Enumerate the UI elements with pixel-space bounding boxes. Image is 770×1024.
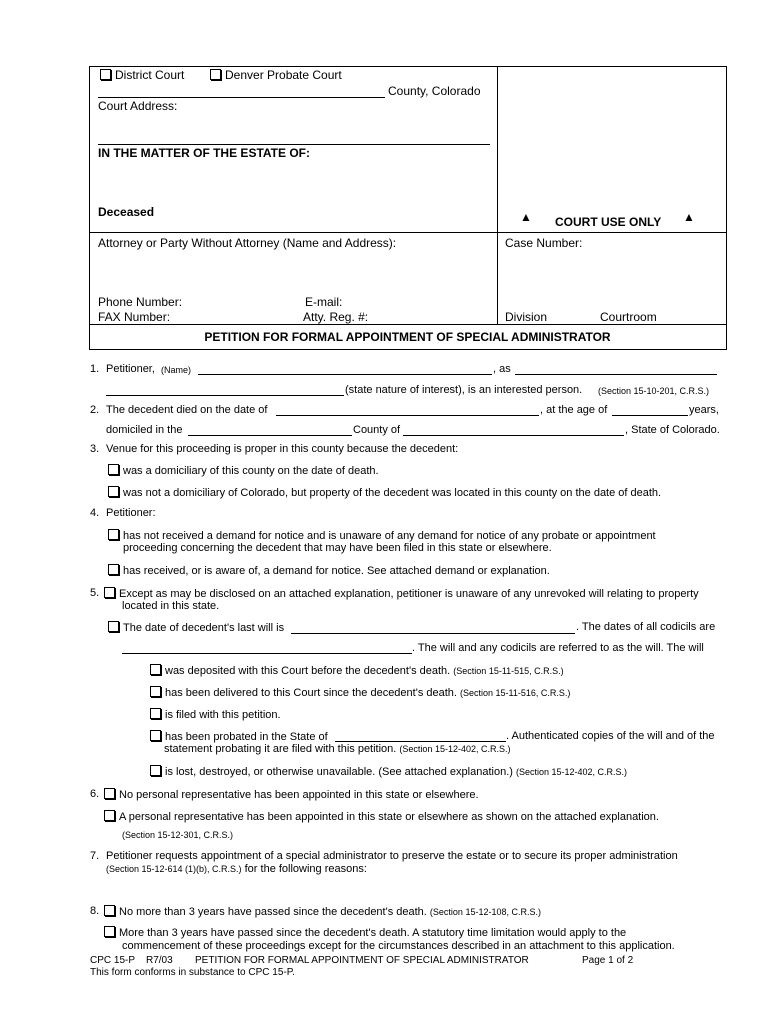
caption-row-line-2	[89, 324, 726, 325]
item-6-option-a[interactable]: No personal representative has been appointed in this state or elsewhere.	[104, 788, 479, 801]
item-8-checkbox-a[interactable]	[104, 905, 115, 916]
item-5-option-main[interactable]: Except as may be disclosed on an attached explanation, petitioner is unaware of any unrevoked will relating to property	[104, 587, 699, 600]
item-5-will-option[interactable]: The date of decedent's last will is	[108, 621, 284, 634]
footer-page: Page 1 of 2	[582, 955, 634, 966]
court-use-only-label: COURT USE ONLY	[555, 215, 662, 229]
deceased-label: Deceased	[98, 205, 155, 219]
atty-reg-label: Atty. Reg. #:	[303, 310, 369, 324]
denver-probate-court-checkbox[interactable]	[210, 69, 221, 80]
up-arrow-icon: ▲	[520, 210, 532, 224]
item-2-years: years,	[689, 404, 719, 416]
item-2-date-label: The decedent died on the date of	[106, 404, 268, 416]
age-field[interactable]	[612, 415, 688, 416]
item-3-option-a[interactable]: was a domiciliary of this county on the date of death.	[108, 464, 379, 477]
interest-field-1[interactable]	[515, 374, 717, 375]
item-1-name-hint: (Name)	[161, 365, 192, 375]
item-3-number: 3.	[90, 443, 100, 455]
interest-field-2[interactable]	[106, 395, 344, 396]
up-arrow-icon: ▲	[683, 210, 695, 224]
item-2-state: , State of Colorado.	[625, 424, 720, 436]
fax-label: FAX Number:	[98, 310, 171, 324]
item-4-checkbox-b[interactable]	[108, 564, 119, 575]
item-5-option-d-cont: . Authenticated copies of the will and of the	[506, 730, 715, 742]
footer-form-id: CPC 15-P	[90, 955, 136, 966]
item-5-checkbox-d[interactable]	[150, 730, 161, 741]
item-5-will-checkbox[interactable]	[108, 621, 119, 632]
item-5-checkbox-b[interactable]	[150, 686, 161, 697]
attorney-label: Attorney or Party Without Attorney (Name and Address):	[98, 236, 397, 250]
item-5-option-b[interactable]: has been delivered to this Court since the decedent's death. (Section 15-11-516, C.R.S.)	[150, 686, 570, 699]
court-address-label: Court Address:	[98, 99, 178, 113]
item-4-number: 4.	[90, 507, 100, 519]
item-8-option-b-cont: commencement of these proceedings except for the circumstances described in an attachment to this application.	[122, 940, 675, 952]
division-label: Division	[505, 310, 548, 324]
item-5-checkbox-c[interactable]	[150, 708, 161, 719]
phone-label: Phone Number:	[98, 295, 183, 309]
item-5-checkbox-a[interactable]	[150, 664, 161, 675]
district-court-checkbox[interactable]	[100, 69, 111, 80]
item-6-number: 6.	[90, 788, 100, 800]
district-court-option[interactable]: District Court	[100, 68, 184, 82]
domicile-city-field[interactable]	[188, 435, 352, 436]
item-6-cite: (Section 15-12-301, C.R.S.)	[122, 830, 234, 840]
item-4-option-b[interactable]: has received, or is aware of, a demand for notice. See attached demand or explanation.	[108, 564, 550, 577]
item-8-checkbox-b[interactable]	[104, 926, 115, 937]
item-3-option-b[interactable]: was not a domiciliary of Colorado, but property of the decedent was located in this county on the date of death.	[108, 486, 661, 499]
item-8-option-a[interactable]: No more than 3 years have passed since the decedent's death. (Section 15-12-108, C.R.S.)	[104, 905, 541, 918]
item-5-checkbox-e[interactable]	[150, 765, 161, 776]
item-2-domiciled: domiciled in the	[106, 424, 183, 436]
item-5-option-d-line2: statement probating it are filed with this petition. (Section 15-12-402, C.R.S.)	[164, 743, 511, 755]
footer-title: PETITION FOR FORMAL APPOINTMENT OF SPECIAL ADMINISTRATOR	[195, 955, 529, 966]
item-4-petitioner: Petitioner:	[106, 507, 156, 519]
denver-probate-court-option[interactable]: Denver Probate Court	[210, 68, 342, 82]
item-1-number: 1.	[90, 363, 100, 375]
item-1-interest: (state nature of interest), is an interested person.	[345, 384, 583, 396]
item-1-petitioner: Petitioner,	[106, 363, 155, 375]
item-2-number: 2.	[90, 404, 100, 416]
estate-of-label: IN THE MATTER OF THE ESTATE OF:	[98, 146, 310, 160]
county-colorado-label: County, Colorado	[388, 84, 481, 98]
footer-rev: R7/03	[146, 955, 173, 966]
probate-state-field[interactable]	[335, 741, 506, 742]
courtroom-label: Courtroom	[600, 310, 657, 324]
item-2-county: County of	[353, 424, 401, 436]
caption-box	[89, 66, 727, 350]
item-6-checkbox-a[interactable]	[104, 788, 115, 799]
county-field[interactable]	[98, 97, 385, 98]
caption-divider	[497, 66, 498, 324]
item-5-option-c[interactable]: is filed with this petition.	[150, 708, 281, 721]
item-3-checkbox-b[interactable]	[108, 486, 119, 497]
item-1-as: , as	[493, 363, 511, 375]
item-7-line2: (Section 15-12-614 (1)(b), C.R.S.) for the following reasons:	[106, 863, 367, 875]
item-7-text: Petitioner requests appointment of a special administrator to preserve the estate or to secure its proper administration	[106, 850, 678, 862]
item-1-cite: (Section 15-10-201, C.R.S.)	[598, 386, 710, 396]
item-3-checkbox-a[interactable]	[108, 464, 119, 475]
death-date-field[interactable]	[276, 415, 539, 416]
domicile-county-field[interactable]	[403, 435, 624, 436]
petitioner-name-field[interactable]	[198, 374, 492, 375]
footer-conform: This form conforms in substance to CPC 15-P.	[90, 967, 295, 978]
caption-row-line-1	[89, 232, 726, 233]
item-5-option-a[interactable]: was deposited with this Court before the decedent's death. (Section 15-11-515, C.R.S.)	[150, 664, 564, 677]
item-8-option-b[interactable]: More than 3 years have passed since the decedent's death. A statutory time limitation would apply to the	[104, 926, 626, 939]
will-date-field[interactable]	[291, 633, 575, 634]
form-title: PETITION FOR FORMAL APPOINTMENT OF SPECIAL ADMINISTRATOR	[204, 330, 611, 344]
case-number-label: Case Number:	[505, 236, 583, 250]
item-5-number: 5.	[90, 587, 100, 599]
item-4-option-a[interactable]: has not received a demand for notice and is unaware of any demand for notice of any probate or appointment	[108, 529, 656, 542]
item-5-option-d[interactable]: has been probated in the State of	[150, 730, 328, 743]
item-3-venue: Venue for this proceeding is proper in this county because the decedent:	[106, 443, 459, 455]
item-5-codicils: . The dates of all codicils are	[576, 621, 716, 633]
item-5-cont: located in this state.	[122, 600, 220, 612]
item-6-checkbox-b[interactable]	[104, 810, 115, 821]
court-address-field[interactable]	[98, 144, 490, 145]
email-label: E-mail:	[305, 295, 343, 309]
item-7-number: 7.	[90, 850, 100, 862]
item-8-number: 8.	[90, 905, 100, 917]
item-6-option-b[interactable]: A personal representative has been appointed in this state or elsewhere as shown on the attached explanation.	[104, 810, 659, 823]
item-4-checkbox-a[interactable]	[108, 529, 119, 540]
codicil-dates-field[interactable]	[122, 653, 412, 654]
item-5-checkbox[interactable]	[104, 587, 115, 598]
item-2-age-label: , at the age of	[540, 404, 608, 416]
item-4-option-a-cont: proceeding concerning the decedent that may have been filed in this state or elsewhere.	[123, 542, 552, 554]
item-5-referred: . The will and any codicils are referred to as the will. The will	[412, 642, 704, 654]
item-5-option-e[interactable]: is lost, destroyed, or otherwise unavailable. (See attached explanation.) (Section 15-12-402, C.R.S.)	[150, 765, 627, 778]
